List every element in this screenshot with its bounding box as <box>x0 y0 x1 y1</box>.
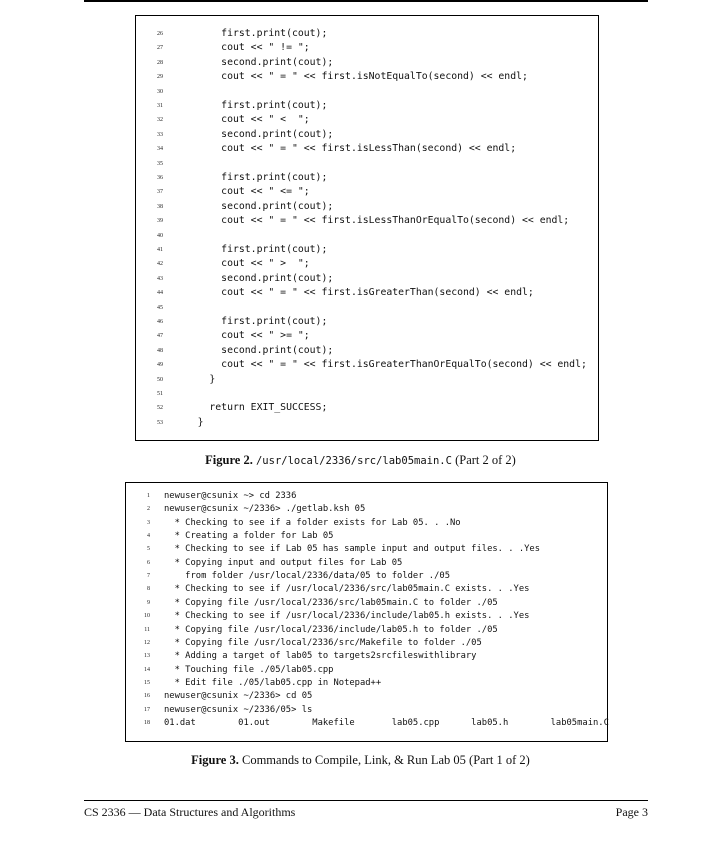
line-number: 18 <box>144 719 150 726</box>
line-number: 29 <box>157 74 163 81</box>
code-text: first.print(cout); <box>174 316 328 327</box>
figure-3-caption <box>0 753 721 768</box>
code-line <box>136 142 598 156</box>
code-line <box>136 286 598 300</box>
code-line <box>126 664 607 677</box>
code-line <box>126 650 607 663</box>
code-line <box>136 41 598 55</box>
line-number: 43 <box>157 275 163 282</box>
line-number: 48 <box>157 347 163 354</box>
code-text: newuser@csunix ~/2336/05> ls <box>164 704 313 715</box>
code-text: cout << " = " << first.isGreaterThanOrEqualTo(second) << endl; <box>174 359 587 371</box>
code-text: cout << " <= "; <box>174 186 310 198</box>
code-line <box>126 543 607 556</box>
code-line <box>136 315 598 329</box>
code-text: * Copying file /usr/local/2336/src/lab05main.C to folder ./05 <box>164 597 498 608</box>
line-number: 6 <box>147 559 150 566</box>
code-text: * Checking to see if Lab 05 has sample input and output files. . .Yes <box>164 544 541 555</box>
code-text: cout << " = " << first.isLessThan(second) << endl; <box>174 143 517 155</box>
line-number: 14 <box>144 666 150 673</box>
code-text: cout << " = " << first.isGreaterThan(second) << endl; <box>174 287 534 299</box>
code-text: second.print(cout); <box>174 272 334 284</box>
code-text: * Copying file /usr/local/2336/include/lab05.h to folder ./05 <box>164 624 498 635</box>
code-text: first.print(cout); <box>174 172 328 183</box>
line-number: 31 <box>157 103 163 109</box>
line-number: 30 <box>157 88 163 95</box>
line-number: 52 <box>157 405 163 412</box>
line-number: 51 <box>157 391 163 397</box>
footer-rule <box>84 800 648 801</box>
line-number: 15 <box>144 679 150 686</box>
figure-2-label: Figure 2. <box>205 453 253 467</box>
code-text: * Checking to see if a folder exists for Lab 05. . .No <box>164 517 461 528</box>
code-line <box>126 624 607 637</box>
code-line <box>126 610 607 623</box>
code-text: newuser@csunix ~> cd 2336 <box>164 491 297 501</box>
code-line <box>136 70 598 84</box>
line-number: 35 <box>157 160 163 167</box>
line-number: 8 <box>147 586 150 593</box>
code-line <box>136 200 598 214</box>
line-number: 11 <box>144 626 150 633</box>
line-number: 2 <box>147 506 150 513</box>
figure-3-title: Commands to Compile, Link, & Run Lab 05 (Part 1 of 2) <box>241 753 530 767</box>
top-rule <box>84 0 648 2</box>
code-line <box>136 85 598 99</box>
code-text: first.print(cout); <box>174 28 328 39</box>
code-text: second.print(cout); <box>174 56 334 68</box>
line-number: 37 <box>157 189 163 196</box>
code-text: newuser@csunix ~/2336> cd 05 <box>164 691 313 702</box>
code-line <box>136 416 598 430</box>
code-line <box>136 301 598 315</box>
code-line <box>126 570 607 583</box>
code-text: cout << " > "; <box>174 258 310 270</box>
code-text: newuser@csunix ~/2336> ./getlab.ksh 05 <box>164 504 366 515</box>
line-number: 17 <box>144 706 150 713</box>
line-number: 53 <box>157 419 163 426</box>
figure-2-path: /usr/local/2336/src/lab05main.C <box>255 455 452 467</box>
line-number: 5 <box>147 546 150 553</box>
code-text: cout << " >= "; <box>174 330 310 342</box>
code-text: cout << " = " << first.isNotEqualTo(second) << endl; <box>174 71 528 83</box>
line-number: 13 <box>144 653 150 660</box>
footer-course-title: CS 2336 — Data Structures and Algorithms <box>84 805 296 819</box>
code-text: * Copying file /usr/local/2336/src/Makefile to folder ./05 <box>164 637 482 648</box>
terminal-listing-figure-3 <box>125 482 608 742</box>
line-number: 39 <box>157 218 163 225</box>
line-number: 47 <box>157 333 163 340</box>
code-line <box>126 690 607 703</box>
line-number: 26 <box>157 31 163 37</box>
line-number: 38 <box>157 203 163 210</box>
code-text: first.print(cout); <box>174 100 328 111</box>
code-line <box>126 583 607 596</box>
code-text: * Touching file ./05/lab05.cpp <box>164 664 334 675</box>
code-text: * Edit file ./05/lab05.cpp in Notepad++ <box>164 677 382 688</box>
code-line <box>126 717 607 730</box>
line-number: 45 <box>157 304 163 311</box>
code-text: cout << " < "; <box>174 114 310 126</box>
code-text: * Checking to see if /usr/local/2336/include/lab05.h exists. . .Yes <box>164 611 530 622</box>
code-line <box>126 490 607 503</box>
code-line <box>136 128 598 142</box>
line-number: 1 <box>147 493 150 499</box>
line-number: 46 <box>157 319 163 325</box>
line-number: 9 <box>147 599 150 606</box>
figure-2-caption <box>0 453 721 468</box>
code-line <box>126 557 607 570</box>
code-line <box>136 401 598 415</box>
code-line <box>136 344 598 358</box>
code-line <box>136 99 598 113</box>
line-number: 42 <box>157 261 163 268</box>
code-text: second.print(cout); <box>174 200 334 212</box>
code-text: first.print(cout); <box>174 244 328 255</box>
code-text: return EXIT_SUCCESS; <box>174 402 328 414</box>
code-line <box>126 597 607 610</box>
code-line <box>136 27 598 41</box>
code-line <box>126 704 607 717</box>
line-number: 36 <box>157 175 163 181</box>
line-number: 34 <box>157 146 163 153</box>
line-number: 32 <box>157 117 163 124</box>
code-line <box>136 387 598 401</box>
line-number: 12 <box>144 639 150 646</box>
code-line <box>126 517 607 530</box>
code-line <box>136 171 598 185</box>
code-text: * Adding a target of lab05 to targets2srcfileswithlibrary <box>164 651 477 662</box>
code-line <box>136 257 598 271</box>
code-line <box>136 329 598 343</box>
code-line <box>136 358 598 372</box>
code-text: * Checking to see if /usr/local/2336/src/lab05main.C exists. . .Yes <box>164 584 530 595</box>
code-text: } <box>174 416 204 428</box>
code-line <box>136 185 598 199</box>
line-number: 7 <box>147 573 150 580</box>
line-number: 10 <box>144 613 150 620</box>
code-line <box>136 272 598 286</box>
line-number: 49 <box>157 362 163 369</box>
line-number: 28 <box>157 59 163 66</box>
code-line <box>126 677 607 690</box>
line-number: 41 <box>157 247 163 253</box>
line-number: 44 <box>157 290 163 297</box>
line-number: 16 <box>144 693 150 700</box>
line-number: 40 <box>157 232 163 239</box>
code-line <box>136 214 598 228</box>
footer-page-number: Page 3 <box>615 805 648 819</box>
code-text: from folder /usr/local/2336/data/05 to folder ./05 <box>164 571 450 582</box>
line-number: 27 <box>157 45 163 52</box>
code-text: cout << " = " << first.isLessThanOrEqualTo(second) << endl; <box>174 215 570 227</box>
code-line <box>136 373 598 387</box>
code-line <box>136 243 598 257</box>
code-text: second.print(cout); <box>174 128 334 140</box>
code-listing-figure-2 <box>135 15 599 441</box>
line-number: 4 <box>147 533 150 540</box>
code-text: cout << " != "; <box>174 42 310 54</box>
figure-3-label: Figure 3. <box>191 753 239 767</box>
code-line <box>136 157 598 171</box>
code-line <box>126 530 607 543</box>
code-line <box>136 229 598 243</box>
code-text: 01.dat 01.out Makefile lab05.cpp lab05.h lab05main.C <box>164 717 609 728</box>
line-number: 33 <box>157 131 163 138</box>
code-text: } <box>174 373 216 385</box>
line-number: 50 <box>157 376 163 383</box>
code-text: * Creating a folder for Lab 05 <box>164 531 334 542</box>
code-text: second.print(cout); <box>174 344 334 356</box>
code-line <box>136 56 598 70</box>
code-text: * Copying input and output files for Lab 05 <box>164 557 403 568</box>
line-number: 3 <box>147 519 150 526</box>
figure-2-suffix: (Part 2 of 2) <box>455 453 516 467</box>
code-line <box>126 637 607 650</box>
code-line <box>136 113 598 127</box>
code-line <box>126 503 607 516</box>
